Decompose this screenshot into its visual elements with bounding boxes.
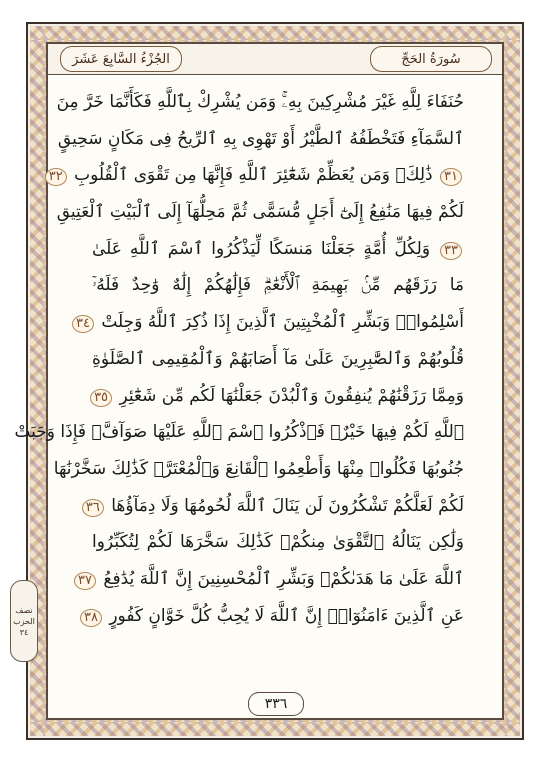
ayah-number: ٣٨	[80, 609, 102, 627]
line-text: أَسْلِمُوا۟ۗ وَبَشِّرِ ٱلْمُخْبِتِينَ ٱلَّذِينَ إِذَا ذُكِرَ ٱللَّهُ وَجِلَتْ	[101, 312, 464, 333]
line-text: وَلِكُلِّ أُمَّةٍ جَعَلْنَا مَنسَكًا لِّيَذْكُرُوا ٱسْمَ ٱللَّهِ عَلَىٰ	[92, 238, 431, 259]
ayah-number: ٣٧	[74, 572, 96, 590]
page-number: ٣٣٦	[248, 692, 304, 716]
line-text: لَكُمْ لَعَلَّكُمْ تَشْكُرُونَ لَن يَنَالَ ٱللَّهَ لُحُومُهَا وَلَا دِمَآؤُهَا	[111, 495, 464, 516]
juz-label: الجُزْءُ السَّابِعَ عَشَرَ	[60, 46, 182, 72]
text-line-4	[56, 194, 464, 231]
ayah-number: ٣٥	[90, 389, 112, 407]
line-text: ٱللَّهَ عَلَىٰ مَا هَدَىٰكُمْۗ وَبَشِّرِ ٱلْمُحْسِنِينَ إِنَّ ٱللَّهَ يُدَٰفِعُ	[103, 568, 464, 589]
text-line-15	[83, 598, 464, 635]
hizb-marker-word1: نصف	[15, 605, 33, 615]
text-line-9	[92, 378, 464, 415]
surah-label: سُورَةُ الحَجِّ	[370, 46, 492, 72]
ayah-number: ٣٢	[45, 168, 67, 186]
line-text: ذَٰلِكَۖ وَمَن يُعَظِّمْ شَعَٰٓئِرَ ٱللَّهِ فَإِنَّهَا مِن تَقْوَى ٱلْقُلُوبِ	[74, 165, 433, 186]
line-text: لَكُمْ فِيهَا مَنَٰفِعُ إِلَىٰٓ أَجَلٍ مُّسَمًّى ثُمَّ مَحِلُّهَآ إِلَى ٱلْبَيْتِ ٱلْعَتِيقِ	[56, 202, 464, 223]
hizb-marker-word2: الحزب	[13, 616, 35, 626]
ayah-number: ٣٣	[440, 242, 462, 260]
line-text: قُلُوبُهُمْ وَٱلصَّٰبِرِينَ عَلَىٰ مَآ أَصَابَهُمْ وَٱلْمُقِيمِى ٱلصَّلَوٰةِ	[92, 348, 464, 369]
line-text: وَمِمَّا رَزَقْنَٰهُمْ يُنفِقُونَ وَٱلْبُدْنَ جَعَلْنَٰهَا لَكُم مِّن شَعَٰٓئِرِ	[119, 385, 464, 406]
line-text: عَنِ ٱلَّذِينَ ءَامَنُوٓا۟ۗ إِنَّ ٱللَّهَ لَا يُحِبُّ كُلَّ خَوَّانٍ كَفُورٍ	[109, 605, 464, 626]
text-line-14	[78, 561, 464, 598]
line-text: وَلَٰكِن يَنَالُهُ ٱلتَّقْوَىٰ مِنكُمْۚ كَذَٰلِكَ سَخَّرَهَا لَكُمْ لِتُكَبِّرُوا	[92, 532, 464, 553]
line-text: ٱلسَّمَآءِ فَتَخْطَفُهُ ٱلطَّيْرُ أَوْ تَهْوِى بِهِ ٱلرِّيحُ فِى مَكَانٍ سَحِيقٍ	[57, 128, 464, 149]
text-line-11	[53, 451, 464, 488]
ayah-number: ٣٦	[82, 499, 104, 517]
line-text: ٱللَّهِ لَكُمْ فِيهَا خَيْرٌۖ فَٱذْكُرُوا ٱسْمَ ٱللَّهِ عَلَيْهَا صَوَآفَّۖ فَإِذَا وَجَبَتْ	[14, 422, 464, 443]
text-line-5	[92, 231, 464, 268]
line-text: حُنَفَاءَ لِلَّهِ غَيْرَ مُشْرِكِينَ بِهِۦۚ وَمَن يُشْرِكْ بِٱللَّهِ فَكَأَنَّمَا خَرَّ مِنَ	[56, 92, 464, 112]
line-text: مَا رَزَقَهُم مِّنۢ بَهِيمَةِ ٱلْأَنْعَٰمِۗ فَإِلَٰهُكُمْ إِلَٰهٌ وَٰحِدٌ فَلَهُۥٓ	[92, 275, 464, 296]
text-line-10	[14, 414, 464, 451]
ayah-number: ٣٤	[72, 315, 94, 333]
ayah-number: ٣١	[440, 168, 462, 186]
text-line-7	[75, 304, 464, 341]
text-line-6	[92, 267, 464, 304]
text-line-1	[56, 84, 464, 121]
text-line-12	[85, 488, 464, 525]
line-text: جُنُوبُهَا فَكُلُوا۟ مِنْهَا وَأَطْعِمُوا ٱلْقَانِعَ وَٱلْمُعْتَرَّۚ كَذَٰلِكَ سَخَّرْنَٰهَا	[53, 458, 464, 479]
hizb-marker-number: ٣٤	[19, 627, 29, 637]
text-line-3	[48, 157, 464, 194]
text-line-8	[92, 341, 464, 378]
text-line-2	[57, 121, 464, 158]
text-line-13	[92, 524, 464, 561]
hizb-marker	[10, 580, 38, 662]
